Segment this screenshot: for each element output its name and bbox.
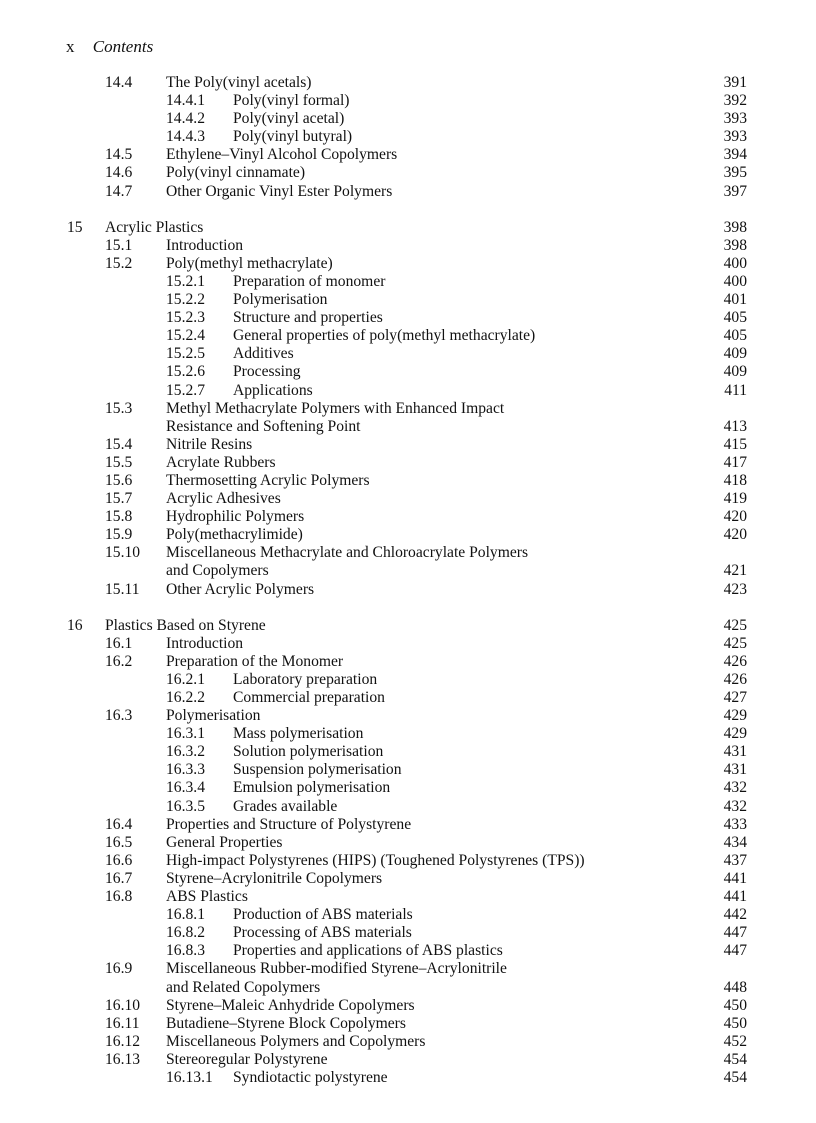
toc-entry-page: 398 (723, 218, 747, 236)
toc-entry-number: 14.6 (105, 164, 133, 182)
toc-entry-page: 393 (723, 110, 747, 128)
toc-section-row (0, 707, 816, 725)
toc-entry-title: and Related Copolymers (166, 978, 321, 996)
toc-section-row (0, 74, 816, 92)
toc-entry-number: 16.2.2 (166, 689, 205, 706)
toc-entry-number: 14.4.1 (166, 92, 205, 110)
toc-entry-page: 400 (723, 254, 747, 272)
toc-entry-title: Acrylic Plastics (105, 218, 204, 236)
toc-entry-title: Poly(vinyl butyral) (233, 128, 353, 146)
toc-entry-title: Stereoregular Polystyrene (166, 1050, 328, 1068)
toc-entry-page: 433 (723, 815, 747, 833)
toc-entry-page: 409 (723, 345, 747, 363)
toc-subsection-row (0, 906, 816, 924)
toc-entry-page: 432 (723, 797, 747, 815)
toc-entry-page: 415 (723, 435, 747, 453)
toc-entry-number: 15.2.4 (166, 327, 205, 345)
toc-entry-number: 16.4 (105, 815, 133, 833)
toc-entry-number: 16 (67, 616, 83, 634)
toc-entry-title: Laboratory preparation (233, 670, 378, 688)
toc-entry-title: Poly(vinyl cinnamate) (166, 164, 306, 182)
toc-subsection-row (0, 1069, 816, 1087)
toc-entry-page: 442 (723, 906, 747, 924)
toc-entry-page: 419 (723, 490, 747, 508)
toc-entry-number: 16.3 (105, 707, 133, 725)
toc-section-row (0, 979, 816, 997)
toc-entry-page: 431 (723, 743, 747, 761)
toc-entry-page: 413 (723, 417, 747, 435)
toc-section-row (0, 1033, 816, 1051)
toc-entry-number: 14.5 (105, 146, 133, 164)
toc-entry-title: Resistance and Softening Point (166, 417, 361, 435)
toc-entry-number: 15.6 (105, 471, 133, 489)
toc-subsection-row (0, 942, 816, 960)
toc-entry-title: Styrene–Maleic Anhydride Copolymers (166, 996, 415, 1014)
toc-entry-number: 16.8.1 (166, 906, 205, 924)
toc-entry-title: Preparation of monomer (233, 272, 386, 290)
toc-entry-number: 16.13 (105, 1050, 141, 1068)
toc-section-row (0, 888, 816, 906)
toc-entry-title: Syndiotactic polystyrene (233, 1068, 388, 1086)
toc-entry-number: 16.8.2 (166, 924, 205, 942)
toc-subsection-row (0, 725, 816, 743)
toc-entry-page: 437 (723, 851, 747, 869)
toc-entry-number: 15.2.5 (166, 345, 205, 363)
toc-entry-number: 15.4 (105, 435, 133, 453)
toc-entry-number: 15.7 (105, 490, 133, 508)
toc-entry-title: Processing (233, 363, 301, 381)
toc-entry-page: 452 (723, 1032, 747, 1050)
toc-section-row (0, 183, 816, 201)
toc-entry-number: 15.8 (105, 508, 133, 526)
toc-section-row (0, 255, 816, 273)
toc-section-row (0, 490, 816, 508)
toc-entry-page: 411 (724, 381, 747, 399)
toc-entry-number: 15 (67, 218, 83, 236)
toc-entry-title: ABS Plastics (166, 888, 248, 906)
toc-entry-title: Ethylene–Vinyl Alcohol Copolymers (166, 146, 398, 164)
toc-entry-page: 392 (723, 92, 747, 110)
toc-section-row (0, 960, 816, 978)
toc-subsection-row (0, 327, 816, 345)
toc-entry-title: Poly(vinyl acetal) (233, 110, 345, 128)
toc-entry-number: 14.4 (105, 74, 133, 91)
toc-entry-title: Miscellaneous Rubber-modified Styrene–Acrylonitrile (166, 960, 507, 978)
toc-entry-page: 425 (723, 634, 747, 652)
toc-section-row (0, 472, 816, 490)
toc-entry-page: 398 (723, 236, 747, 254)
toc-entry-title: Miscellaneous Polymers and Copolymers (166, 1032, 426, 1050)
toc-section-row (0, 816, 816, 834)
toc-section-row (0, 834, 816, 852)
toc-subsection-row (0, 382, 816, 400)
toc-entry-title: Properties and applications of ABS plastics (233, 942, 503, 960)
toc-section-row (0, 581, 816, 599)
toc-entry-title: General properties of poly(methyl methacrylate) (233, 327, 536, 345)
toc-entry-title: Acrylic Adhesives (166, 490, 281, 508)
toc-entry-number: 16.3.2 (166, 743, 205, 761)
toc-subsection-row (0, 671, 816, 689)
toc-section-row (0, 508, 816, 526)
toc-entry-title: General Properties (166, 833, 283, 851)
toc-entry-title: Polymerisation (233, 291, 328, 309)
toc-section-row (0, 400, 816, 418)
toc-subsection-row (0, 924, 816, 942)
toc-entry-title: and Copolymers (166, 562, 269, 580)
toc-entry-page: 429 (723, 707, 747, 725)
toc-entry-number: 16.5 (105, 833, 133, 851)
toc-section-row (0, 526, 816, 544)
toc-entry-page: 395 (723, 164, 747, 182)
toc-entry-page: 420 (723, 508, 747, 526)
toc-entry-number: 16.9 (105, 960, 133, 978)
toc-subsection-row (0, 291, 816, 309)
toc-entry-title: Hydrophilic Polymers (166, 508, 305, 526)
table-of-contents (0, 74, 816, 1087)
toc-entry-title: Miscellaneous Methacrylate and Chloroacrylate Polymers (166, 544, 529, 562)
page-header (66, 37, 153, 57)
toc-entry-number: 16.3.5 (166, 797, 205, 815)
toc-entry-page: 417 (723, 453, 747, 471)
toc-section-row (0, 454, 816, 472)
toc-entry-title: Other Acrylic Polymers (166, 580, 315, 598)
toc-entry-page: 420 (723, 526, 747, 544)
toc-entry-page: 441 (723, 888, 747, 906)
toc-entry-number: 16.6 (105, 851, 133, 869)
toc-entry-number: 15.2.6 (166, 363, 205, 381)
toc-entry-title: Additives (233, 345, 294, 363)
toc-entry-number: 15.2.2 (166, 291, 205, 309)
toc-subsection-row (0, 779, 816, 797)
toc-entry-title: Other Organic Vinyl Ester Polymers (166, 182, 393, 200)
toc-entry-number: 15.3 (105, 399, 133, 417)
toc-entry-title: Properties and Structure of Polystyrene (166, 815, 412, 833)
toc-subsection-row (0, 689, 816, 707)
toc-entry-number: 15.9 (105, 526, 133, 544)
toc-entry-title: Suspension polymerisation (233, 761, 402, 779)
toc-entry-number: 16.3.3 (166, 761, 205, 779)
toc-entry-number: 15.1 (105, 236, 133, 254)
toc-subsection-row (0, 273, 816, 291)
toc-entry-title: Acrylate Rubbers (166, 453, 276, 471)
toc-section-row (0, 146, 816, 164)
running-title: Contents (92, 37, 154, 56)
toc-section-row (0, 544, 816, 562)
toc-entry-number: 15.2 (105, 254, 133, 272)
toc-entry-number: 16.3.1 (166, 725, 205, 743)
toc-entry-page: 450 (723, 1014, 747, 1032)
toc-entry-number: 14.7 (105, 182, 133, 200)
toc-section-row (0, 1051, 816, 1069)
toc-entry-title: Solution polymerisation (233, 743, 384, 761)
toc-section-row (0, 635, 816, 653)
toc-entry-page: 427 (723, 689, 747, 706)
toc-entry-page: 434 (723, 833, 747, 851)
toc-entry-title: Grades available (233, 797, 338, 815)
toc-entry-page: 393 (723, 128, 747, 146)
toc-entry-number: 16.8 (105, 888, 133, 906)
toc-entry-title: Production of ABS materials (233, 906, 413, 924)
toc-entry-number: 16.13.1 (166, 1068, 213, 1086)
toc-entry-page: 405 (723, 327, 747, 345)
toc-entry-title: Processing of ABS materials (233, 924, 412, 942)
toc-chapter-row (0, 617, 816, 635)
toc-entry-title: Poly(vinyl formal) (233, 92, 350, 110)
toc-entry-page: 400 (723, 272, 747, 290)
toc-entry-title: Mass polymerisation (233, 725, 364, 743)
toc-entry-page: 394 (723, 146, 747, 164)
toc-entry-title: Introduction (166, 634, 244, 652)
toc-entry-title: Styrene–Acrylonitrile Copolymers (166, 869, 383, 887)
toc-entry-page: 431 (723, 761, 747, 779)
toc-entry-number: 15.2.1 (166, 272, 205, 290)
toc-entry-title: Poly(methyl methacrylate) (166, 254, 333, 272)
toc-entry-number: 16.2.1 (166, 670, 205, 688)
toc-chapter-row (0, 219, 816, 237)
toc-entry-number: 16.8.3 (166, 942, 205, 960)
toc-subsection-row (0, 345, 816, 363)
page-number: x (66, 37, 75, 56)
toc-section-row (0, 852, 816, 870)
toc-entry-title: Nitrile Resins (166, 435, 253, 453)
toc-entry-title: Polymerisation (166, 707, 261, 725)
toc-entry-number: 16.2 (105, 652, 133, 670)
toc-entry-page: 454 (723, 1068, 747, 1086)
toc-entry-page: 429 (723, 725, 747, 743)
toc-entry-number: 16.10 (105, 996, 141, 1014)
toc-subsection-row (0, 363, 816, 381)
toc-section-row (0, 870, 816, 888)
toc-section-row (0, 653, 816, 671)
toc-entry-title: Commercial preparation (233, 689, 385, 706)
toc-section-row (0, 436, 816, 454)
toc-entry-page: 421 (723, 562, 747, 580)
toc-section-row (0, 164, 816, 182)
toc-entry-page: 425 (723, 616, 747, 634)
toc-subsection-row (0, 110, 816, 128)
toc-entry-page: 391 (723, 74, 747, 91)
toc-entry-title: Preparation of the Monomer (166, 652, 344, 670)
toc-entry-number: 15.11 (105, 580, 140, 598)
toc-entry-page: 426 (723, 652, 747, 670)
toc-subsection-row (0, 761, 816, 779)
toc-entry-page: 426 (723, 670, 747, 688)
toc-entry-page: 454 (723, 1050, 747, 1068)
toc-section-row (0, 1015, 816, 1033)
toc-entry-page: 447 (723, 942, 747, 960)
toc-subsection-row (0, 92, 816, 110)
toc-entry-number: 16.1 (105, 634, 133, 652)
toc-section-row (0, 997, 816, 1015)
toc-entry-title: Methyl Methacrylate Polymers with Enhanced Impact (166, 399, 505, 417)
toc-entry-page: 423 (723, 580, 747, 598)
toc-entry-number: 15.2.7 (166, 381, 205, 399)
toc-entry-number: 14.4.3 (166, 128, 205, 146)
toc-subsection-row (0, 743, 816, 761)
toc-entry-title: Applications (233, 381, 313, 399)
toc-entry-number: 16.3.4 (166, 779, 205, 797)
toc-entry-number: 16.11 (105, 1014, 140, 1032)
toc-entry-title: Emulsion polymerisation (233, 779, 391, 797)
toc-entry-page: 432 (723, 779, 747, 797)
toc-subsection-row (0, 309, 816, 327)
toc-entry-number: 16.12 (105, 1032, 141, 1050)
toc-entry-number: 15.2.3 (166, 309, 205, 327)
toc-entry-number: 15.10 (105, 544, 141, 562)
toc-entry-page: 397 (723, 182, 747, 200)
toc-entry-number: 16.7 (105, 869, 133, 887)
toc-entry-title: Plastics Based on Styrene (105, 616, 266, 634)
toc-subsection-row (0, 798, 816, 816)
toc-entry-title: Structure and properties (233, 309, 383, 327)
toc-entry-page: 447 (723, 924, 747, 942)
toc-entry-page: 418 (723, 471, 747, 489)
toc-entry-title: Introduction (166, 236, 244, 254)
toc-entry-page: 448 (723, 978, 747, 996)
toc-entry-page: 450 (723, 996, 747, 1014)
toc-entry-page: 405 (723, 309, 747, 327)
toc-section-row (0, 418, 816, 436)
toc-section-row (0, 562, 816, 580)
toc-entry-page: 441 (723, 869, 747, 887)
toc-entry-number: 14.4.2 (166, 110, 205, 128)
toc-entry-page: 409 (723, 363, 747, 381)
toc-entry-title: Butadiene–Styrene Block Copolymers (166, 1014, 406, 1032)
toc-entry-title: The Poly(vinyl acetals) (166, 74, 312, 91)
toc-entry-title: Poly(methacrylimide) (166, 526, 303, 544)
toc-entry-page: 401 (723, 291, 747, 309)
toc-subsection-row (0, 128, 816, 146)
toc-entry-number: 15.5 (105, 453, 133, 471)
toc-entry-title: High-impact Polystyrenes (HIPS) (Toughened Polystyrenes (TPS)) (166, 851, 585, 869)
toc-section-row (0, 237, 816, 255)
toc-entry-title: Thermosetting Acrylic Polymers (166, 471, 370, 489)
